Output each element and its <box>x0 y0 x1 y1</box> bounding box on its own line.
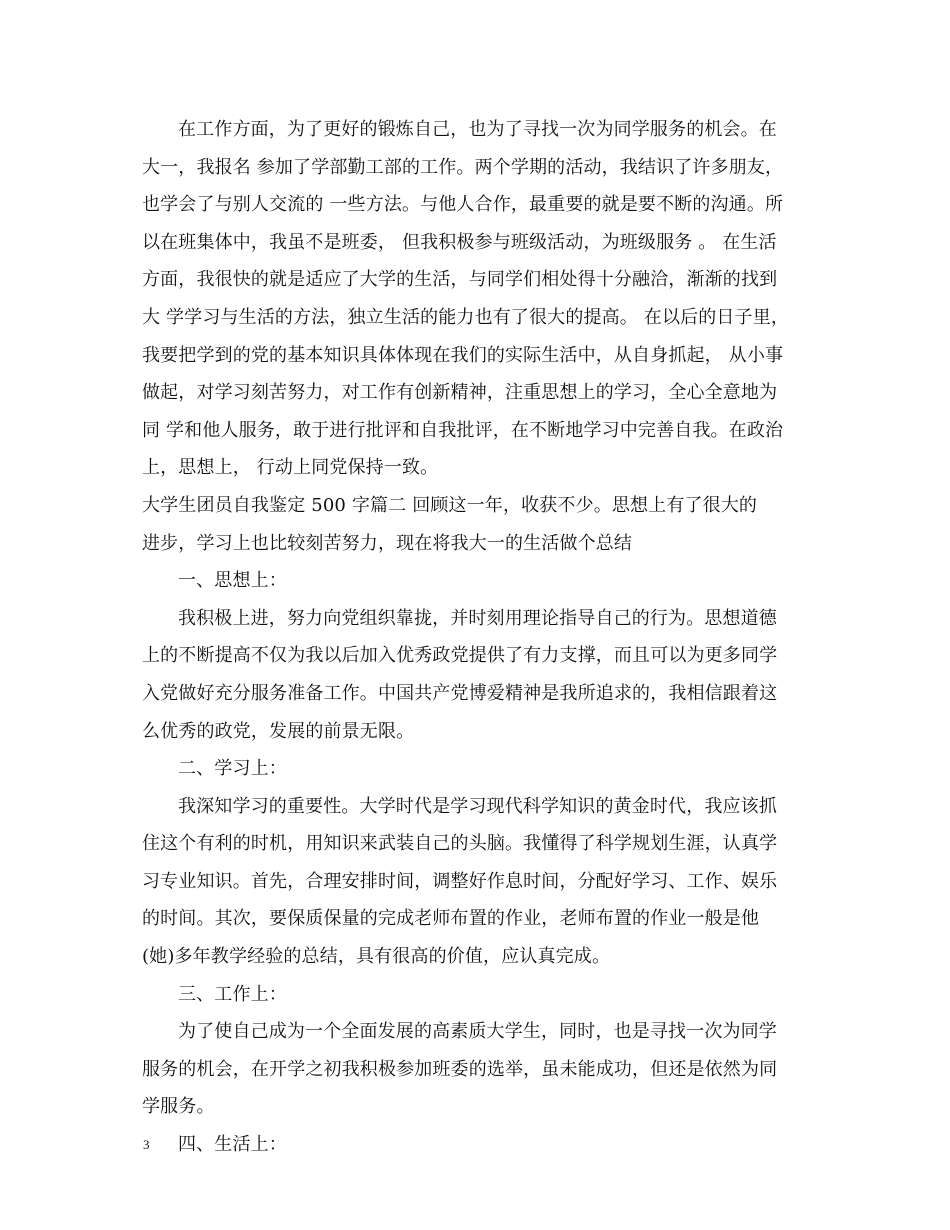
text-line: 我深知学习的重要性。大学时代是学习现代科学知识的黄金时代，我应该抓 <box>178 795 777 817</box>
text-line: 么优秀的政党，发展的前景无限。 <box>142 720 415 742</box>
page-number: 3 <box>143 1137 150 1152</box>
text-line: (她)多年教学经验的总结，具有很高的价值，应认真完成。 <box>142 946 611 968</box>
text-line: 入党做好充分服务准备工作。中国共产党博爱精神是我所追求的，我相信跟着这 <box>142 682 778 704</box>
text-line: 习专业知识。首先，合理安排时间，调整好作息时间，分配好学习、工作、娱乐 <box>142 870 778 892</box>
text-line: 我积极上进，努力向党组织靠拢，并时刻用理论指导自己的行为。思想道德 <box>178 607 777 629</box>
text-line: 在工作方面，为了更好的锻炼自己，也为了寻找一次为同学服务的机会。在 <box>178 119 777 140</box>
section-heading: 一、思想上： <box>178 570 287 592</box>
text-line: 以在班集体中，我虽不是班委， 但我积极参与班级活动，为班级服务 。 在生活 <box>142 231 777 253</box>
section-heading: 二、学习上： <box>178 758 287 780</box>
text-line: 为了使自己成为一个全面发展的高素质大学生，同时，也是寻找一次为同学 <box>178 1021 777 1043</box>
text-line: 也学会了与别人交流的 一些方法。与他人合作，最重要的就是要不断的沟通。所 <box>142 194 784 216</box>
text-line: 住这个有利的时机，用知识来武装自己的头脑。我懂得了科学规划生涯，认真学 <box>142 833 778 855</box>
text-line: 的时间。其次，要保质保量的完成老师布置的作业，老师布置的作业一般是他 <box>142 908 760 930</box>
text-line: 大 学学习与生活的方法，独立生活的能力也有了很大的提高。 在以后的日子里， <box>142 306 789 328</box>
text-line: 进步，学习上也比较刻苦努力，现在将我大一的生活做个总结 <box>142 532 633 554</box>
text-line: 上的不断提高不仅为我以后加入优秀政党提供了有力支撑，而且可以为更多同学 <box>142 645 778 667</box>
section-heading: 四、生活上： <box>178 1134 287 1156</box>
text-line: 方面，我很快的就是适应了大学的生活，与同学们相处得十分融洽，渐渐的找到 <box>142 269 778 291</box>
section-title-line: 大学生团员自我鉴定 500 字篇二 回顾这一年，收获不少。思想上有了很大的 <box>142 494 758 516</box>
text-line: 同 学和他人服务，敢于进行批评和自我批评，在不断地学习中完善自我。在政治 <box>142 419 784 441</box>
text-line: 我要把学到的党的基本知识具体体现在我们的实际生活中，从自身抓起， 从小事 <box>142 344 784 366</box>
text-line: 做起，对学习刻苦努力，对工作有创新精神，注重思想上的学习，全心全意地为 <box>142 382 778 404</box>
text-line: 学服务。 <box>142 1096 215 1118</box>
text-line: 服务的机会，在开学之初我积极参加班委的选举，虽未能成功，但还是依然为同 <box>142 1058 778 1080</box>
text-line: 大一，我报名 参加了学部勤工部的工作。两个学期的活动，我结识了许多朋友， <box>142 156 784 178</box>
section-heading: 三、工作上： <box>178 983 287 1005</box>
text-line: 上，思想上， 行动上同党保持一致。 <box>142 457 439 479</box>
body-text <box>142 115 832 1168</box>
